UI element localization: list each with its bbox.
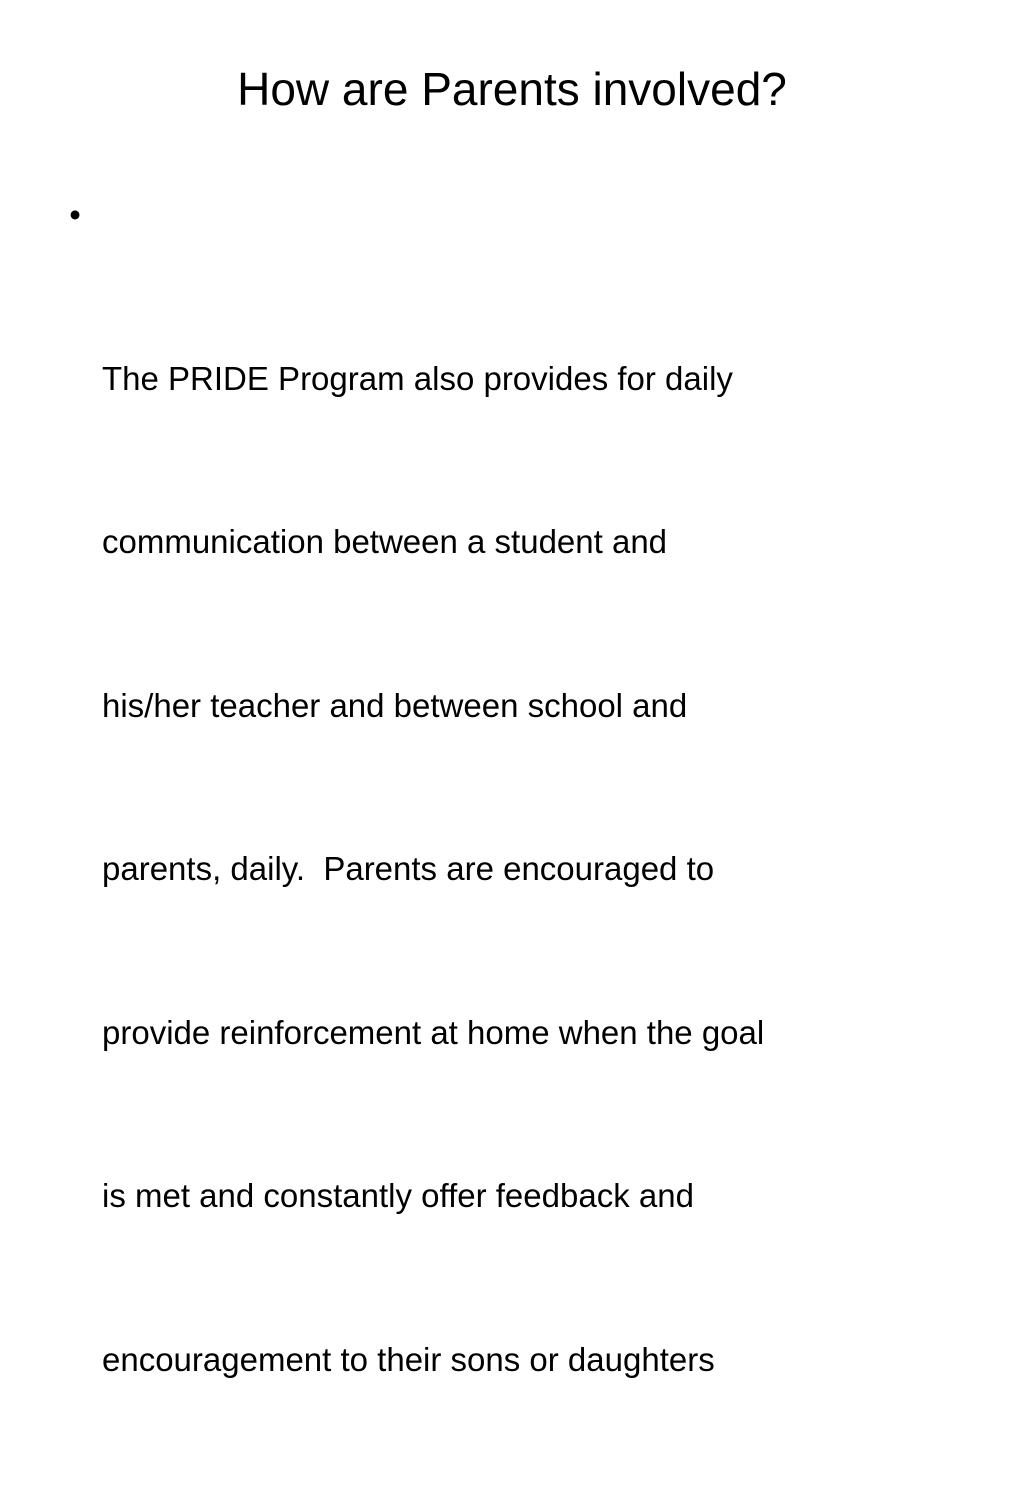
bullet-text-line: provide reinforcement at home when the goal xyxy=(102,1013,765,1051)
bullet-list xyxy=(60,188,970,1496)
bullet-item xyxy=(60,188,970,1496)
bullet-text-line: parents, daily. Parents are encouraged to xyxy=(102,850,715,887)
bullet-text-line: encouragement to their sons or daughters xyxy=(102,1340,715,1378)
bullet-text-line: communication between a student and xyxy=(102,523,668,560)
bullet-text-line: The PRIDE Program also provides for daily xyxy=(102,359,733,397)
slide-title: How are Parents involved? xyxy=(237,63,787,115)
bullet-text-line: his/her teacher and between school and xyxy=(102,686,688,724)
bullet-dot-icon: • xyxy=(69,196,81,233)
bullet-text-line: is met and constantly offer feedback and xyxy=(102,1177,694,1214)
